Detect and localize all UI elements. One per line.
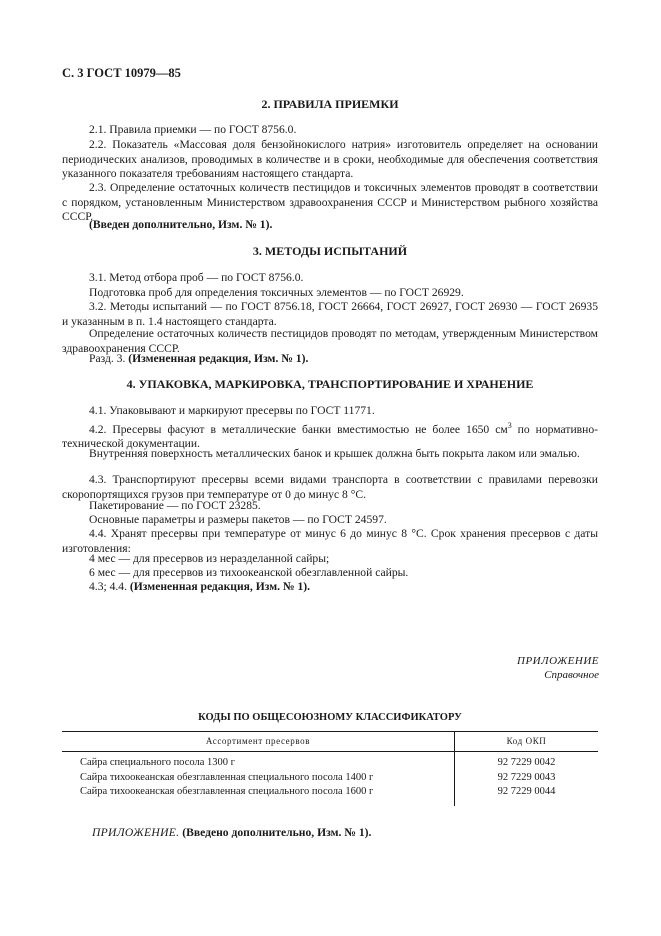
paragraph-4-2-coating: Внутренняя поверхность металлических банок и крышек должна быть покрыта лаком или эмалью. <box>89 447 580 460</box>
section-4-amendment-prefix: 4.3; 4.4. <box>89 580 128 593</box>
paragraph-3-2: 3.2. Методы испытаний — по ГОСТ 8756.18, ГОСТ 26664, ГОСТ 26927, ГОСТ 26930 — ГОСТ 26935 и указанным в п. 1.4 настоящего стандарта. <box>62 300 598 328</box>
paragraph-4-2-text-b: по нормативно-технической документации. <box>62 422 598 451</box>
section-4-amendment <box>62 580 598 595</box>
paragraph-3-1-prep: Подготовка проб для определения токсичных элементов — по ГОСТ 26929. <box>89 286 464 299</box>
appendix-title: КОДЫ ПО ОБЩЕСОЮЗНОМУ КЛАССИФИКАТОРУ <box>198 712 462 723</box>
table-cell-assortment: Сайра тихоокеанская обезглавленная специального посола 1600 г <box>62 785 455 806</box>
paragraph-4-4-term-1: 4 мес — для пресервов из неразделанной сайры; <box>89 552 330 565</box>
page-header: С. 3 ГОСТ 10979—85 <box>62 66 181 80</box>
table-header-row <box>62 732 598 752</box>
column-header-assortment: Ассортимент пресервов <box>62 732 455 752</box>
table-cell-assortment: Сайра тихоокеанская обезглавленная специального посола 1400 г <box>62 771 455 786</box>
table-cell-code: 92 7229 0042 <box>497 757 556 768</box>
table-row <box>62 752 598 771</box>
appendix-label-block <box>517 654 599 682</box>
section-3-amendment-prefix: Разд. 3. <box>89 352 126 365</box>
paragraph-2-2: 2.2. Показатель «Массовая доля бензойнокислого натрия» изготовитель определяет на основании периодических анализов, проводимых в количестве и в сроки, необходимые для обеспечения соответствия указанного показателя требованиям настоящего стандарта. <box>62 138 598 181</box>
appendix-sublabel: Справочное <box>544 669 599 681</box>
appendix-label: ПРИЛОЖЕНИЕ <box>517 655 599 667</box>
section-4-title: 4. УПАКОВКА, МАРКИРОВКА, ТРАНСПОРТИРОВАНИЕ И ХРАНЕНИЕ <box>126 377 534 391</box>
table-cell-code: 92 7229 0044 <box>497 786 556 797</box>
paragraph-3-2-pesticides: Определение остаточных количеств пестицидов проводят по методам, утвержденным Министерством здравоохранения СССР. <box>62 327 598 355</box>
appendix-footnote-note: (Введено дополнительно, Изм. № 1). <box>182 826 372 839</box>
section-3-title: 3. МЕТОДЫ ИСПЫТАНИЙ <box>252 244 408 258</box>
okp-codes-table <box>62 731 598 806</box>
table-cell-assortment: Сайра специального посола 1300 г <box>62 752 455 771</box>
paragraph-4-3-pallets: Основные параметры и размеры пакетов — по ГОСТ 24597. <box>89 513 387 526</box>
paragraph-4-3: 4.3. Транспортируют пресервы всеми видами транспорта в соответствии с правилами перевозки скоропортящихся грузов при температуре от 0 до минус 8 °С. <box>62 473 598 501</box>
paragraph-4-4-term-2: 6 мес — для пресервов из тихоокеанской обезглавленной сайры. <box>89 566 409 579</box>
paragraph-4-4: 4.4. Хранят пресервы при температуре от минус 6 до минус 8 °С. Срок хранения пресервов с даты изготовления: <box>62 527 598 555</box>
paragraph-4-1: 4.1. Упаковывают и маркируют пресервы по ГОСТ 11771. <box>89 404 375 417</box>
column-header-code: Код ОКП <box>455 732 599 752</box>
table-row <box>62 785 598 806</box>
section-4-amendment-note: (Измененная редакция, Изм. № 1). <box>129 580 311 593</box>
section-3-amendment <box>62 352 598 367</box>
table-row <box>62 771 598 786</box>
section-3-amendment-note: (Измененная редакция, Изм. № 1). <box>128 352 309 365</box>
appendix-footnote <box>92 826 371 839</box>
paragraph-4-3-packaging: Пакетирование — по ГОСТ 23285. <box>89 499 261 512</box>
paragraph-4-2-superscript: 3 <box>507 421 512 430</box>
paragraph-3-1: 3.1. Метод отбора проб — по ГОСТ 8756.0. <box>89 271 304 284</box>
section-2-title: 2. ПРАВИЛА ПРИЕМКИ <box>261 97 399 111</box>
section-2-amendment-note: (Введен дополнительно, Изм. № 1). <box>89 218 273 231</box>
paragraph-2-1: 2.1. Правила приемки — по ГОСТ 8756.0. <box>89 123 297 136</box>
appendix-footnote-label: ПРИЛОЖЕНИЕ. <box>92 826 180 839</box>
table-cell-code: 92 7229 0043 <box>497 771 556 783</box>
paragraph-4-2-text-a: 4.2. Пресервы фасуют в металлические банки вместимостью не более 1650 см <box>89 422 508 436</box>
paragraph-2-3: 2.3. Определение остаточных количеств пестицидов и токсичных элементов проводят в соответствии с порядком, установленным Министерством здравоохранения СССР и Министерством рыбного хозяйства СССР. <box>62 181 598 224</box>
